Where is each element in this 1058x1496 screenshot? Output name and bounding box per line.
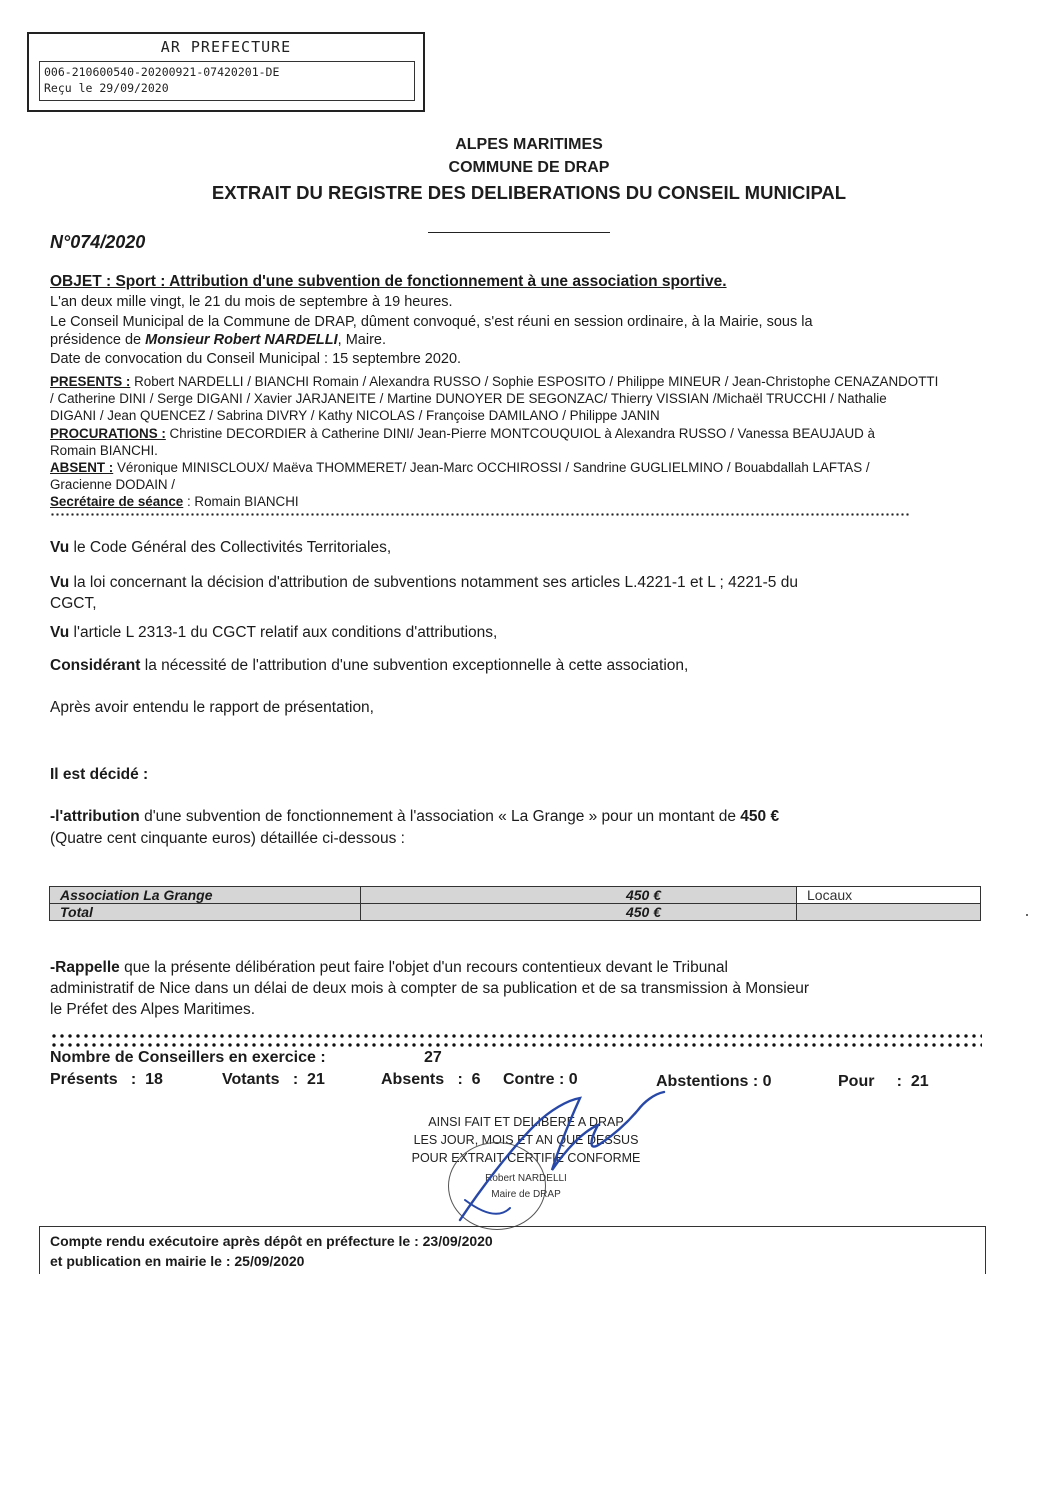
stamp-details: [39, 61, 415, 101]
attribution-label: -l'attribution: [50, 808, 140, 825]
vu-label: Vu: [50, 624, 70, 641]
president-name: Monsieur Robert NARDELLI: [145, 332, 338, 348]
vu-loi: [50, 572, 990, 614]
absent-list-1: Véronique MINISCLOUX/ Maëva THOMMERET/ Jean-Marc OCCHIROSSI / Sandrine GUGLIELMINO / Bouabdallah LAFTAS /: [113, 460, 870, 475]
considerant-text: la nécessité de l'attribution d'une subvention exceptionnelle à cette association,: [140, 657, 689, 674]
vu-article-text: l'article L 2313-1 du CGCT relatif aux conditions d'attributions,: [69, 624, 498, 641]
signature-line-4: Robert NARDELLI: [485, 1173, 567, 1184]
abstentions-count: Abstentions : 0: [656, 1073, 772, 1090]
signature-line-1: AINSI FAIT ET DELIBERE A DRAP: [428, 1115, 624, 1129]
table-row: [50, 887, 981, 904]
vu-loi-text-1: la loi concernant la décision d'attribution de subventions notamment ses articles L.4221-1 et L ; 4221-5 du: [69, 574, 798, 591]
attribution-line-2: (Quatre cent cinquante euros) détaillée ci-dessous :: [50, 830, 405, 847]
signature-line-3: POUR EXTRAIT CERTIFIE CONFORME: [411, 1151, 641, 1165]
secretaire-label: Secrétaire de séance: [50, 494, 184, 509]
secretaire-value: : Romain BIANCHI: [183, 494, 299, 509]
procurations-label: PROCURATIONS :: [50, 426, 166, 441]
considerant-label: Considérant: [50, 657, 141, 674]
considerant: [50, 655, 990, 676]
deliberation-number: N°074/2020: [50, 232, 146, 252]
absent-line-2: Gracienne DODAIN /: [50, 477, 176, 492]
votants-count: Votants : 21: [222, 1071, 325, 1088]
presents-line-2: / Catherine DINI / Serge DIGANI / Xavier JARJANEITE / Martine DUNOYER DE SEGONZAC/ Thierry VISSIAN /Michaël TRUCCHI / Nathalie: [50, 391, 887, 406]
procurations-line-2: Romain BIANCHI.: [50, 443, 158, 458]
stamp-title: AR PREFECTURE: [160, 38, 292, 56]
attribution-text: d'une subvention de fonctionnement à l'association « La Grange » pour un montant de: [139, 808, 741, 825]
rappelle-text-1: que la présente délibération peut faire l'objet d'un recours contentieux devant le Tribunal: [119, 959, 728, 976]
presents-line-1: [50, 373, 990, 390]
rappelle-label: -Rappelle: [50, 959, 120, 976]
apres-rapport: Après avoir entendu le rapport de présentation,: [50, 699, 374, 716]
convocation-date: Date de convocation du Conseil Municipal : 15 septembre 2020.: [50, 351, 462, 367]
asterisk-separator: [50, 512, 910, 522]
conseillers-value: 27: [424, 1049, 442, 1066]
procurations-list-1: Christine DECORDIER à Catherine DINI/ Jean-Pierre MONTCOUQUIOL à Alexandra RUSSO / Vanessa BEAUJAUD à: [165, 426, 875, 441]
header-commune: COMMUNE DE DRAP: [448, 159, 610, 176]
vu-article: [50, 622, 990, 643]
header-department: ALPES MARITIMES: [455, 136, 603, 153]
presents-line-3: DIGANI / Jean QUENCEZ / Sabrina DIVRY / Kathy NICOLAS / Françoise DAMILANO / Philippe JANIN: [50, 408, 660, 423]
table-cell-association: Association La Grange: [50, 887, 361, 904]
table-cell-total-label: Total: [50, 904, 361, 921]
secretaire-line: [50, 493, 990, 510]
compte-rendu-line-2: et publication en mairie le : 25/09/2020: [50, 1253, 305, 1269]
procurations-line-1: [50, 425, 990, 442]
subvention-table: [49, 886, 981, 921]
presents-label: PRESENTS :: [50, 374, 131, 389]
table-row: [50, 904, 981, 921]
vu-label: Vu: [50, 574, 70, 591]
table-cell-amount: 450 €: [361, 887, 797, 904]
compte-rendu-line-1: Compte rendu exécutoire après dépôt en préfecture le : 23/09/2020: [50, 1233, 493, 1249]
presents-count: Présents : 18: [50, 1071, 163, 1088]
table-cell-total-note: [797, 904, 981, 921]
vu-loi-text-2: CGCT,: [50, 595, 97, 612]
vu-cgct: [50, 537, 990, 558]
pour-count: Pour : 21: [838, 1073, 929, 1090]
ar-prefecture-stamp: [27, 32, 425, 112]
rappelle-line-2: administratif de Nice dans un délai de deux mois à compter de sa publication et de sa transmission à Monsieur: [50, 980, 810, 997]
stamp-received-date: Reçu le 29/09/2020: [44, 81, 169, 95]
presents-list-1: Robert NARDELLI / BIANCHI Romain / Alexandra RUSSO / Sophie ESPOSITO / Philippe MINEUR / Jean-Christophe CENAZANDOTTI: [130, 374, 939, 389]
handwritten-signature: [440, 1080, 680, 1230]
attribution-line-1: [50, 806, 990, 827]
table-cell-total-amount: 450 €: [361, 904, 797, 921]
absent-line-1: [50, 459, 990, 476]
objet-line: OBJET : Sport : Attribution d'une subvention de fonctionnement à une association sportive.: [50, 273, 727, 290]
scan-speck: [1026, 914, 1028, 916]
presidence-suffix: , Maire.: [337, 332, 386, 348]
conseillers-label: Nombre de Conseillers en exercice :: [50, 1049, 326, 1066]
absent-label: ABSENT :: [50, 460, 114, 475]
absents-count: Absents : 6: [381, 1071, 481, 1088]
table-cell-note: Locaux: [797, 887, 981, 904]
header-title: EXTRAIT DU REGISTRE DES DELIBERATIONS DU CONSEIL MUNICIPAL: [211, 182, 847, 203]
signature-line-2: LES JOUR, MOIS ET AN QUE DESSUS: [413, 1133, 639, 1147]
dotted-separator-bottom: [50, 1042, 982, 1048]
contre-count: Contre : 0: [503, 1071, 578, 1088]
stamp-reference: 006-210600540-20200921-07420201-DE: [44, 65, 280, 79]
session-convocation: Le Conseil Municipal de la Commune de DRAP, dûment convoqué, s'est réuni en session ordinaire, à la Mairie, sous la: [50, 314, 813, 330]
decision-heading: Il est décidé :: [50, 766, 149, 783]
signature-line-5: Maire de DRAP: [491, 1189, 561, 1200]
header-rule: [428, 232, 610, 233]
vu-cgct-text: le Code Général des Collectivités Territoriales,: [69, 539, 392, 556]
attribution-amount: 450 €: [740, 808, 780, 825]
rappelle-line-3: le Préfet des Alpes Maritimes.: [50, 1001, 256, 1018]
session-presidence: [50, 332, 990, 349]
dotted-separator-top: [50, 1033, 982, 1039]
session-date: L'an deux mille vingt, le 21 du mois de septembre à 19 heures.: [50, 294, 453, 310]
vu-label: Vu: [50, 539, 70, 556]
presidence-prefix: présidence de: [50, 332, 146, 348]
rappelle-line-1: [50, 957, 990, 978]
